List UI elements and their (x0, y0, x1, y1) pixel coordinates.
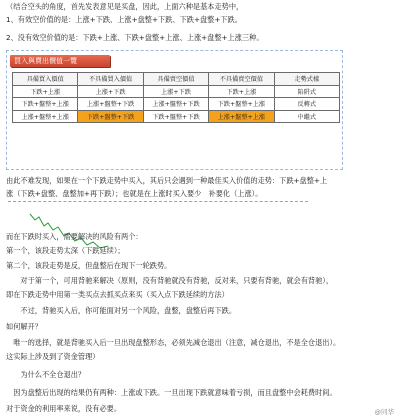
paragraph-line: 对于第一个，可用背驰来解决（原则，没有背驰就没有背驰，反对来，只要有背驰，就会有背驰）， (6, 276, 334, 285)
paragraph-line: 2、没有效空价值的是：下跌+上涨、下跌+盘整+上涨、上涨+盘整+上涨三种。 (6, 33, 264, 42)
table-header-cell: 不具備賣空價值 (209, 73, 274, 86)
paragraph-line: 1、有效空价值的是：上涨+下跌、上涨+盘整+下跌、下跌+盘整+下跌。 (6, 15, 242, 24)
table-header-cell: 具備賣空價值 (143, 73, 208, 86)
paragraph-line: 唯一的选择，就是背驰买入后一旦出现盘整形态，必须先减仓退出（注意，减仓退出，不是全仓退出）。 (6, 338, 341, 347)
paragraph-line: 对于资金的利用率来说，没有必要。 (6, 404, 122, 413)
table-cell-highlighted: 上漲+盤整+上漲 (209, 110, 274, 123)
table-cell: 下跌+盤整+上漲 (13, 98, 78, 111)
paragraph-line: （结合空头的角度，首先发表意见是买盘，因此，上面六种是基本走势中， (6, 2, 244, 11)
table-cell: 下跌+盤整+上漲 (209, 98, 274, 111)
paragraph-line: 如何解开？ (6, 322, 42, 331)
table-header-row (13, 73, 340, 86)
table-cell: 陷阱式 (274, 85, 339, 98)
paragraph-line: 由此不难发现，如果在一个下跌走势中买入，其后只会遇到一种最佳买入价值的走势：下跌+盘整+上 (6, 176, 328, 185)
table-cell: 下跌+上漲 (209, 85, 274, 98)
paragraph-line: 涨（下跌+盘整、盘整加+再下跌）；也就是在上涨时买入要少 补要化（上涨）。 (6, 189, 263, 198)
table-cell: 下跌+上漲 (13, 85, 78, 98)
value-table (12, 72, 340, 123)
table-cell: 上漲+盤整+上漲 (13, 110, 78, 123)
table-header-cell: 不具備買入價值 (78, 73, 143, 86)
table-cell: 下跌+盤整+下跌 (143, 110, 208, 123)
table-header-cell: 具備買入價值 (13, 73, 78, 86)
downtrend-line (30, 214, 108, 248)
table-cell: 上漲+下跌 (78, 85, 143, 98)
paragraph-line: 第一个，该段走势太深（下跌延续）； (6, 246, 125, 255)
table-cell: 上漲+盤整+下跌 (143, 98, 208, 111)
table-cell-highlighted: 下跌+盤整+下跌 (78, 110, 143, 123)
paragraph-line: 为什么不全仓退出？ (6, 370, 86, 379)
table-cell: 上漲+下跌 (143, 85, 208, 98)
table-cell: 反轉式 (274, 98, 339, 111)
table-row (13, 85, 340, 98)
paragraph-line: 这实际上涉及到了资金管理） (6, 352, 100, 361)
table-cell: 中繼式 (274, 110, 339, 123)
table-header-cell: 走勢式樣 (274, 73, 339, 86)
paragraph-line: 因为盘整后出现的结果仍有两种：上涨或下跌。一旦出现下跌就意味着亏损，而且盘整中会耗费时间。 (6, 388, 337, 397)
divider (8, 201, 308, 202)
table-title: 買入與賣出價值一覽 (10, 55, 110, 67)
paragraph-line: 不过，背驰买入后，你可能面对另一个风险，盘整，盘整后再下跌。 (6, 306, 237, 315)
watermark: @同华 (374, 408, 394, 416)
paragraph-line: 第二个，该段走势是反，但盘整后在现下一轮跌势。 (6, 261, 172, 270)
paragraph-line: 而在下跌时买入，需要解决的风险有两个： (6, 232, 143, 241)
table-row (13, 98, 340, 111)
paragraph-line: 即在下跌走势中用第一类买点去抓买点来买（买入点下跌延续的方法） (6, 290, 229, 299)
table-row (13, 110, 340, 123)
table-cell: 上漲+盤整+下跌 (78, 98, 143, 111)
